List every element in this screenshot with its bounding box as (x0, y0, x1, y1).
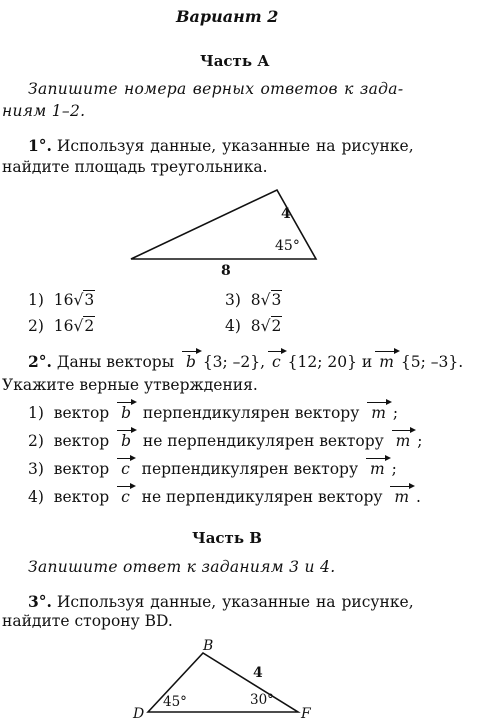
part-b-title: Часть В (192, 529, 262, 547)
part-a-instruction-line2: ниям 1–2. (2, 102, 86, 120)
task1-side-label: 4 (281, 206, 291, 222)
task1-option-2: 2) 16√2 (28, 317, 95, 335)
task3-angle-f: 30° (250, 692, 274, 708)
task3-vertex-d: D (133, 706, 145, 722)
task2-option-4: 4) вектор c не перпендикулярен вектору m . (28, 488, 421, 506)
task3-text-line2: найдите сторону BD. (2, 612, 173, 630)
task2-option-1: 1) вектор b перпендикулярен вектору m ; (28, 404, 399, 422)
task1-angle-label: 45° (275, 238, 300, 254)
task1-option-4: 4) 8√2 (225, 317, 282, 335)
task1-number: 1°. (28, 136, 52, 155)
task2-text-line2: Укажите верные утверждения. (2, 376, 258, 394)
variant-title: Вариант 2 (176, 7, 279, 26)
part-b-instruction: Запишите ответ к заданиям 3 и 4. (28, 558, 336, 576)
task3-line1: 3°. Используя данные, указанные на рисунке, (28, 592, 414, 611)
task1-text-line2: найдите площадь треугольника. (2, 158, 268, 176)
vector-b: b (185, 353, 196, 371)
task3-angle-d: 45° (163, 694, 187, 710)
task2-option-3: 3) вектор c перпендикулярен вектору m ; (28, 460, 397, 478)
task1-base-label: 8 (221, 263, 231, 279)
part-a-title: Часть А (200, 52, 270, 70)
task1-text-line1: Используя данные, указанные на рисунке, (56, 137, 414, 155)
task2-line1: 2°. Даны векторы b {3; –2}, c {12; 20} и m {5; –3}. (28, 352, 464, 371)
task2-option-2: 2) вектор b не перпендикулярен вектору m ; (28, 432, 423, 450)
task3-side-label: 4 (253, 665, 263, 681)
task1-option-1: 1) 16√3 (28, 291, 95, 309)
part-a-instruction-line1: Запишите номера верных ответов к зада- (28, 80, 404, 98)
task1-option-3: 3) 8√3 (225, 291, 282, 309)
task3-vertex-b: B (203, 638, 214, 654)
task3-vertex-f: F (301, 706, 311, 722)
vector-c: c (272, 353, 281, 371)
vector-m: m (379, 353, 394, 371)
